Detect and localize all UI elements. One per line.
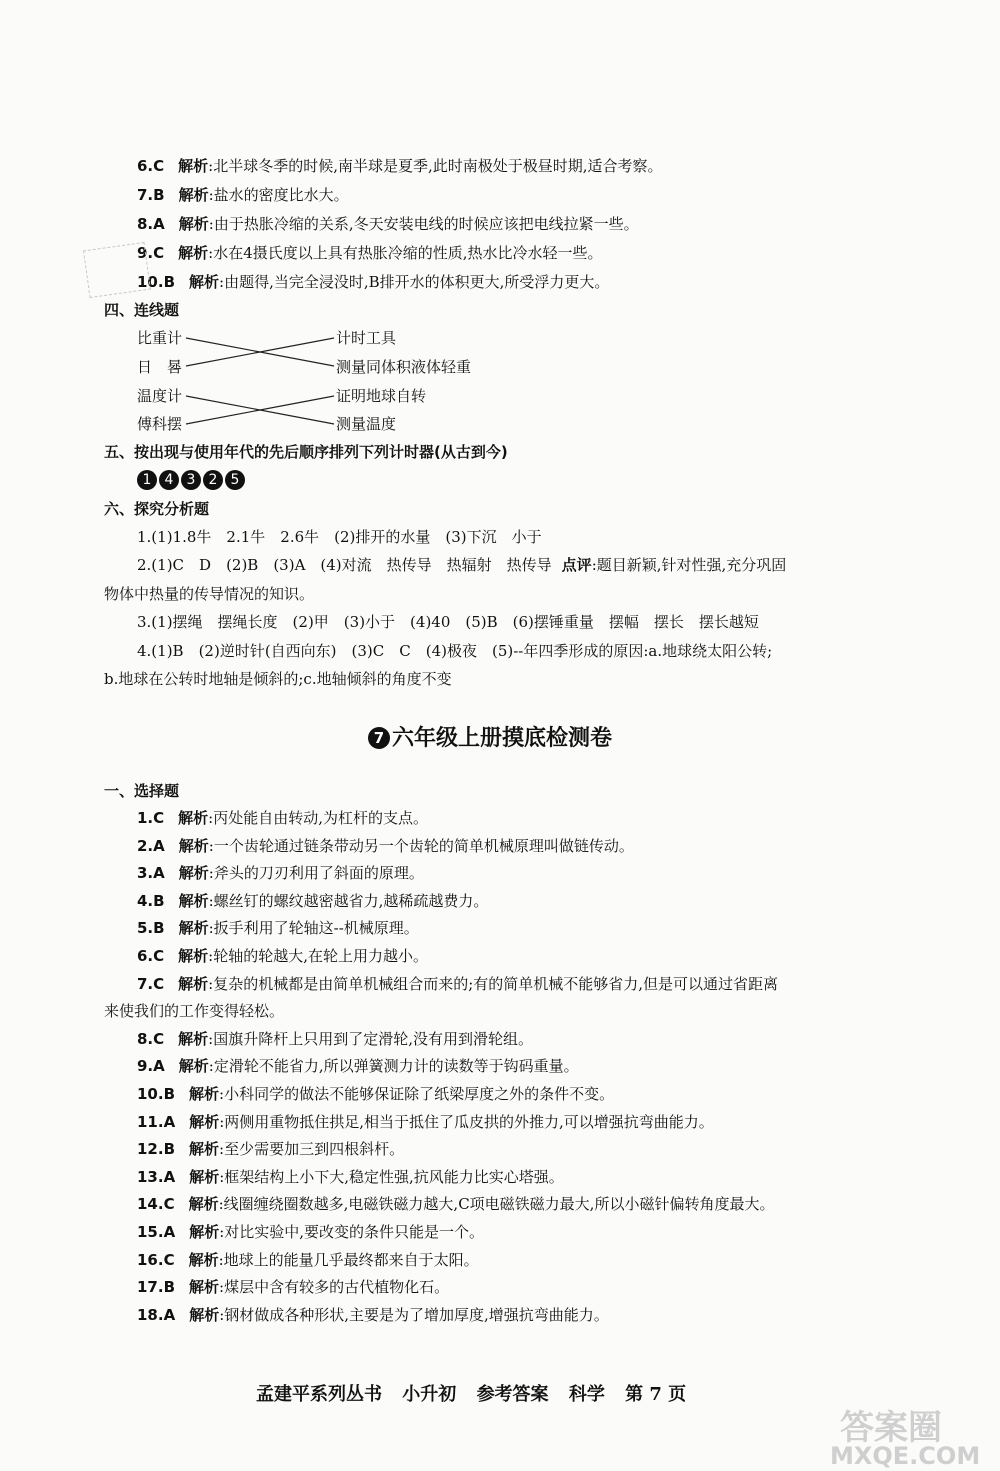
analysis-label: 解析 bbox=[178, 974, 209, 993]
circled-number: 2 bbox=[203, 470, 223, 490]
footer-page: 第 7 页 bbox=[625, 1384, 687, 1405]
analysis-label: 解析 bbox=[178, 864, 209, 883]
sec6-q2-comment-label: 点评 bbox=[561, 556, 592, 574]
analysis-text: :北半球冬季的时候,南半球是夏季,此时南极处于极昼时期,适合考察。 bbox=[208, 157, 663, 175]
answer-number: 8.C bbox=[137, 1029, 165, 1048]
answer-number: 14.C bbox=[137, 1195, 175, 1214]
answer-item bbox=[137, 1167, 564, 1187]
answer-number: 5.B bbox=[137, 919, 165, 938]
analysis-label: 解析 bbox=[188, 1195, 219, 1214]
answer-number: 9.C bbox=[137, 244, 165, 262]
footer-kind: 参考答案 bbox=[476, 1384, 549, 1405]
answer-number: 6.C bbox=[137, 157, 165, 175]
analysis-label: 解析 bbox=[189, 1112, 220, 1131]
footer-series: 孟建平系列丛书 bbox=[256, 1384, 382, 1405]
sec6-q4-line2: b.地球在公转时地轴是倾斜的;c.地轴倾斜的角度不变 bbox=[104, 670, 452, 688]
answer-item bbox=[137, 808, 428, 828]
analysis-text: :两侧用重物抵住拱足,相当于抵住了瓜皮拱的外推力,可以增强抗弯曲能力。 bbox=[219, 1112, 714, 1131]
analysis-text: :煤层中含有较多的古代植物化石。 bbox=[219, 1278, 450, 1297]
answer-number: 18.A bbox=[137, 1305, 176, 1324]
answer-number: 11.A bbox=[137, 1112, 176, 1131]
sec6-q1: 1.(1)1.8牛 2.1牛 2.6牛 (2)排开的水量 (3)下沉 小于 bbox=[137, 528, 542, 546]
answer-number: 15.A bbox=[137, 1223, 176, 1241]
watermark-logo bbox=[830, 1400, 990, 1470]
analysis-label: 解析 bbox=[178, 919, 209, 938]
analysis-label: 解析 bbox=[188, 1250, 219, 1269]
analysis-text: :钢材做成各种形状,主要是为了增加厚度,增强抗弯曲能力。 bbox=[219, 1305, 609, 1324]
answer-number: 13.A bbox=[137, 1167, 176, 1186]
analysis-label: 解析 bbox=[189, 1278, 220, 1297]
answer-item bbox=[137, 1084, 614, 1104]
analysis-text: :线圈缠绕圈数越多,电磁铁磁力越大,C项电磁铁磁力最大,所以小磁针偏转角度最大。 bbox=[218, 1195, 775, 1214]
match-left-2: 日 晷 bbox=[137, 358, 183, 376]
analysis-label: 解析 bbox=[178, 809, 209, 827]
analysis-text: :一个齿轮通过链条带动另一个齿轮的简单机械原理叫做链传动。 bbox=[208, 836, 634, 855]
analysis-text: :盐水的密度比水大。 bbox=[208, 186, 349, 204]
watermark-text: 答案圈 bbox=[840, 1408, 942, 1448]
answer-item bbox=[137, 863, 424, 883]
answer-number: 17.B bbox=[137, 1278, 176, 1297]
section-5-heading: 五、按出现与使用年代的先后顺序排列下列计时器(从古到今) bbox=[104, 443, 508, 461]
answer-item bbox=[137, 918, 419, 938]
analysis-text: :至少需要加三到四根斜杆。 bbox=[219, 1140, 405, 1159]
analysis-label: 解析 bbox=[189, 1085, 220, 1103]
answer-item bbox=[137, 891, 488, 911]
analysis-label: 解析 bbox=[189, 1167, 220, 1186]
analysis-label: 解析 bbox=[189, 1223, 220, 1241]
section-6-heading: 六、探究分析题 bbox=[104, 500, 210, 518]
analysis-text: :轮轴的轮越大,在轮上用力越小。 bbox=[208, 947, 428, 965]
answer-item bbox=[137, 1112, 714, 1132]
test-title bbox=[368, 721, 612, 752]
circled-number: 4 bbox=[159, 470, 179, 490]
match-left-4: 傅科摆 bbox=[137, 415, 183, 433]
sec6-q4-line1: 4.(1)B (2)逆时针(自西向东) (3)C C (4)极夜 (5)--年四季形成的原因:a.地球绕太阳公转; bbox=[137, 642, 773, 660]
analysis-label: 解析 bbox=[178, 244, 209, 262]
answer-number: 2.A bbox=[137, 836, 165, 855]
footer-subject: 科学 bbox=[568, 1384, 605, 1405]
analysis-text: :斧头的刀刃利用了斜面的原理。 bbox=[208, 864, 424, 883]
sec6-q2-comment: :题目新颖,针对性强,充分巩固 bbox=[591, 556, 787, 574]
match-right-4: 测量温度 bbox=[336, 415, 397, 433]
analysis-text: :水在4摄氏度以上具有热胀冷缩的性质,热水比冷水轻一些。 bbox=[208, 244, 603, 262]
analysis-text: :对比实验中,要改变的条件只能是一个。 bbox=[219, 1223, 485, 1241]
analysis-label: 解析 bbox=[178, 836, 209, 855]
match-left-3: 温度计 bbox=[137, 387, 183, 405]
answer-item bbox=[137, 836, 634, 856]
sec6-q3: 3.(1)摆绳 摆绳长度 (2)甲 (3)小于 (4)40 (5)B (6)摆锤重量 摆幅 摆长 摆长越短 bbox=[137, 613, 759, 631]
analysis-text: :扳手利用了轮轴这--机械原理。 bbox=[208, 919, 419, 938]
section-4-heading: 四、连线题 bbox=[104, 301, 180, 319]
analysis-label: 解析 bbox=[178, 157, 209, 175]
analysis-text: :定滑轮不能省力,所以弹簧测力计的读数等于钩码重量。 bbox=[208, 1057, 579, 1076]
answer-number: 9.A bbox=[137, 1057, 165, 1076]
analysis-label: 解析 bbox=[178, 186, 209, 204]
answer-number: 6.C bbox=[137, 947, 165, 965]
analysis-text: :由于热胀冷缩的关系,冬天安装电线的时候应该把电线拉紧一些。 bbox=[208, 215, 639, 233]
answer-item bbox=[137, 946, 428, 966]
test-title-text: 六年级上册摸底检测卷 bbox=[392, 725, 613, 751]
match-right-3: 证明地球自转 bbox=[336, 387, 427, 405]
analysis-label: 解析 bbox=[178, 891, 209, 910]
analysis-text: :地球上的能量几乎最终都来自于太阳。 bbox=[218, 1250, 479, 1269]
analysis-text: :复杂的机械都是由简单机械组合而来的;有的简单机械不能够省力,但是可以通过省距离 bbox=[208, 974, 779, 993]
circled-number: 1 bbox=[137, 470, 157, 490]
answer-item bbox=[137, 1029, 533, 1049]
analysis-label: 解析 bbox=[178, 1029, 209, 1048]
analysis-label: 解析 bbox=[189, 273, 220, 291]
answer-item bbox=[137, 1250, 479, 1270]
answer-number: 4.B bbox=[137, 891, 165, 910]
answer-number: 10.B bbox=[137, 273, 176, 291]
sec6-q2-line2: 物体中热量的传导情况的知识。 bbox=[104, 585, 315, 603]
answer-item bbox=[137, 1194, 774, 1214]
match-right-2: 测量同体积液体轻重 bbox=[336, 358, 472, 376]
circled-number: 3 bbox=[181, 470, 201, 490]
analysis-text: :框架结构上小下大,稳定性强,抗风能力比实心塔强。 bbox=[219, 1167, 564, 1186]
test-number-badge: 7 bbox=[368, 727, 390, 749]
analysis-text: :丙处能自由转动,为杠杆的支点。 bbox=[208, 809, 428, 827]
answer-number: 3.A bbox=[137, 864, 165, 883]
circled-number: 5 bbox=[225, 470, 245, 490]
page-footer bbox=[256, 1380, 700, 1406]
analysis-label: 解析 bbox=[189, 1140, 220, 1159]
answer-number: 16.C bbox=[137, 1250, 175, 1269]
answer-item bbox=[137, 1139, 404, 1159]
footer-level: 小升初 bbox=[402, 1384, 457, 1405]
answer-number: 7.B bbox=[137, 186, 165, 204]
answer-number: 1.C bbox=[137, 809, 165, 827]
watermark-url: MXQE.COM bbox=[830, 1442, 981, 1470]
analysis-label: 解析 bbox=[178, 1057, 209, 1076]
sec6-q2-line1 bbox=[137, 555, 786, 575]
answer-number: 10.B bbox=[137, 1085, 176, 1103]
answer-number: 7.C bbox=[137, 974, 165, 993]
analysis-text: 来使我们的工作变得轻松。 bbox=[104, 1002, 285, 1021]
answer-item bbox=[137, 1222, 484, 1242]
answer-number: 12.B bbox=[137, 1140, 176, 1159]
analysis-label: 解析 bbox=[178, 947, 209, 965]
test7-section-1-heading: 一、选择题 bbox=[104, 782, 180, 800]
analysis-text: :由题得,当完全浸没时,B排开水的体积更大,所受浮力更大。 bbox=[219, 273, 610, 291]
match-left-1: 比重计 bbox=[137, 329, 183, 347]
answer-number: 8.A bbox=[137, 215, 165, 233]
analysis-label: 解析 bbox=[178, 215, 209, 233]
answer-item bbox=[137, 1056, 579, 1076]
match-right-1: 计时工具 bbox=[336, 329, 397, 347]
answer-item bbox=[137, 1305, 609, 1325]
section-5-answer bbox=[137, 470, 247, 491]
sec6-q2-text: 2.(1)C D (2)B (3)A (4)对流 热传导 热辐射 热传导 bbox=[137, 556, 552, 574]
analysis-label: 解析 bbox=[189, 1305, 220, 1324]
answer-item bbox=[137, 1277, 449, 1297]
answer-item bbox=[104, 1001, 284, 1021]
analysis-text: :螺丝钉的螺纹越密越省力,越稀疏越费力。 bbox=[208, 891, 489, 910]
analysis-text: :国旗升降杆上只用到了定滑轮,没有用到滑轮组。 bbox=[208, 1029, 533, 1048]
analysis-text: :小科同学的做法不能够保证除了纸梁厚度之外的条件不变。 bbox=[219, 1085, 615, 1103]
answer-item bbox=[137, 974, 778, 994]
